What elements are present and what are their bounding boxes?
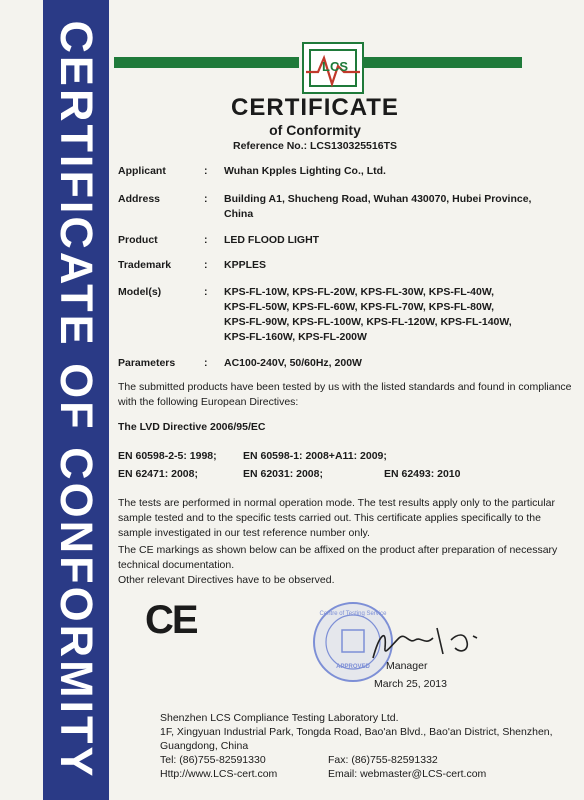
logo-text: LCS	[322, 59, 348, 74]
header-bar-right	[364, 57, 522, 68]
colon: :	[204, 234, 208, 246]
colon: :	[204, 193, 208, 205]
colon: :	[204, 259, 208, 271]
label-applicant: Applicant	[118, 165, 166, 177]
value-product: LED FLOOD LIGHT	[224, 234, 320, 246]
note-line: technical documentation.	[118, 559, 235, 571]
lcs-logo	[302, 42, 364, 94]
standard: EN 62493: 2010	[384, 468, 461, 480]
header-bar-left	[114, 57, 299, 68]
model-line: KPS-FL-160W, KPS-FL-200W	[224, 331, 367, 343]
model-line: KPS-FL-90W, KPS-FL-100W, KPS-FL-120W, KPS-FL-140W,	[224, 316, 512, 328]
lab-fax: Fax: (86)755-82591332	[328, 754, 438, 766]
value-address-line2: China	[224, 208, 254, 220]
label-parameters: Parameters	[118, 357, 176, 369]
lab-website: Http://www.LCS-cert.com	[160, 768, 278, 780]
label-product: Product	[118, 234, 158, 246]
ce-mark-icon: CE	[145, 598, 197, 642]
standard: EN 60598-1: 2008+A11: 2009;	[243, 450, 387, 462]
standard: EN 60598-2-5: 1998;	[118, 450, 217, 462]
stamp-bottom-text: APPROVED	[336, 664, 370, 670]
model-line: KPS-FL-50W, KPS-FL-60W, KPS-FL-70W, KPS-FL-80W,	[224, 301, 495, 313]
colon: :	[204, 357, 208, 369]
note-line: sample investigated in our test reference number only.	[118, 527, 370, 539]
label-models: Model(s)	[118, 286, 162, 298]
reference-number: Reference No.: LCS130325516TS	[233, 140, 397, 152]
standard: EN 62471: 2008;	[118, 468, 198, 480]
signature-date: March 25, 2013	[374, 678, 447, 690]
directive: The LVD Directive 2006/95/EC	[118, 421, 266, 433]
label-trademark: Trademark	[118, 259, 172, 271]
lab-address-line2: Guangdong, China	[160, 740, 249, 752]
value-parameters: AC100-240V, 50/60Hz, 200W	[224, 357, 362, 369]
lab-name: Shenzhen LCS Compliance Testing Laboratory Ltd.	[160, 712, 399, 724]
note-line: Other relevant Directives have to be observed.	[118, 574, 335, 586]
signature-icon	[365, 618, 495, 666]
certificate-subtitle: of Conformity	[269, 122, 361, 138]
label-address: Address	[118, 193, 161, 205]
lab-email: Email: webmaster@LCS-cert.com	[328, 768, 487, 780]
value-address: Building A1, Shucheng Road, Wuhan 430070, Hubei Province,	[224, 193, 532, 205]
model-line: KPS-FL-10W, KPS-FL-20W, KPS-FL-30W, KPS-FL-40W,	[224, 286, 495, 298]
colon: :	[204, 165, 208, 177]
statement-line: The submitted products have been tested by us with the listed standards and found in compliance	[118, 381, 572, 393]
sidebar-title: CERTIFICATE OF CONFORMITY	[51, 20, 102, 780]
value-trademark: KPPLES	[224, 259, 267, 271]
colon: :	[204, 286, 208, 298]
value-applicant: Wuhan Kpples Lighting Co., Ltd.	[224, 165, 386, 177]
certificate-title: CERTIFICATE	[231, 94, 399, 121]
statement-line: with the following European Directives:	[118, 396, 299, 408]
standard: EN 62031: 2008;	[243, 468, 323, 480]
note-line: sample tested and to the specific tests carried out. This certificate applies specifically to the	[118, 512, 541, 524]
signer-title: Manager	[386, 660, 428, 672]
note-line: The tests are performed in normal operation mode. The test results apply only to the particular	[118, 497, 555, 509]
lab-address: 1F, Xingyuan Industrial Park, Tongda Road, Bao'an Blvd., Bao'an District, Shenzhen,	[160, 726, 553, 738]
note-line: The CE markings as shown below can be affixed on the product after preparation of necessary	[118, 544, 558, 556]
stamp-top-text: Centre of Testing Service	[319, 611, 387, 617]
lab-tel: Tel: (86)755-82591330	[160, 754, 266, 766]
